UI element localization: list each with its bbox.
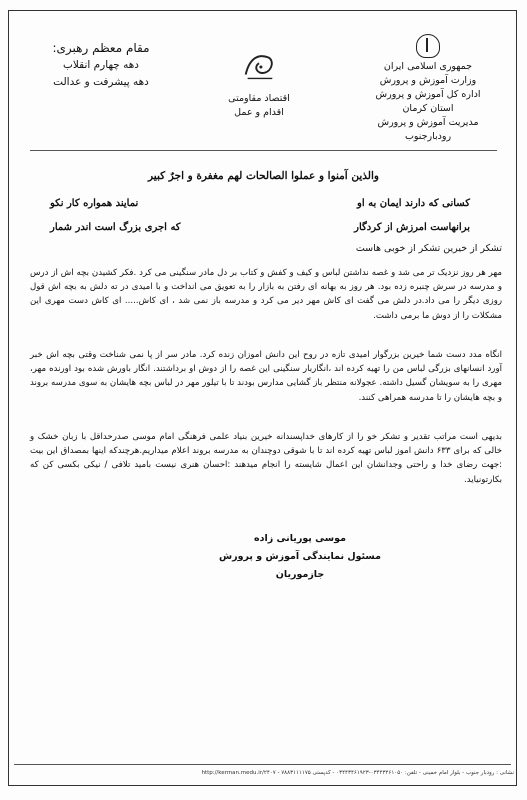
signatory-name: موسی پوریانی زاده [254,533,346,544]
header-left-line: دهه پیشرفت و عدالت [53,76,149,88]
thanks-heading: تشکر از خیرین تشکر از خوبی هاست [355,243,502,254]
header-divider [30,150,497,151]
header-ministry [343,34,513,144]
calligraphy-logo-icon [240,48,278,86]
paragraph: انگاه مدد دست شما خیرین بزرگوار امیدی تازه در روح این دانش اموزان زنده کرد. مادر سر از پا نمی شناخت وقتی بچه اش خبر آورد انسانهای بزرگی لباس من را تهیه کرده اند ،انگاربار سنگینی این غصه را از دوش او برداشتند. انگار باورش شده بود اورنده مهر، مهری را به سویشان گسیل داشته. عجولانه منتظر باز گشایی مدارس بودند تا با تیلور مهر در لباس بچه هایشان به سوی مدرسه بروند و بچه هایشان را تا مدرسه همراهی کنند. [30,350,502,403]
paragraph: بدیهی است مراتب تقدیر و تشکر خو را از کارهای خداپسندانه خیرین بنیاد علمی فرهنگی امام موسی صدرحداقل با زبان خشک و خالی که برای ۶۳۳ دانش اموز لباس تهیه کرده اند تا با شوقی دوچندان به مدرسه بروند اعلام میداریم.هرچندکه اینها بمصداق این بیت :جهت رضای خدا و راحتی وجدانشان این اعمال شایسته را انجام میدهند :احسان هنری نیست بامید تلافی / نیکی بکسی کن که بکارتونیاید. [30,432,503,485]
header-left-line: دهه چهارم انقلاب [63,59,139,71]
iran-emblem-icon [416,34,440,58]
header-right-line: وزارت آموزش و پرورش [379,75,477,86]
paragraph: مهر هر روز نزدیک تر می شد و غصه نداشتن لباس و کیف و کفش و کتاب بر دل مادر سنگینی می کرد .فکر کشیدن بچه اش از درس و مدرسه در سرش چنبره زده بود. هر روز به بهانه ای رفتن به بازار را به تعویق می انداخت و با امیدی در ته دلش به بچه اش قول روزی دیگر را می داد.در دلش می گفت ای کاش مهر دیر می کرد و مدرسه باز نمی شد ، ای کاش..... ای کاش دست مهری این مشکلات را از دوش ما برمی داشت. [30,268,502,321]
poem-row [50,198,470,209]
poem-hemistich: نمایند همواره کار نکو [50,198,139,209]
header-left-line: مقام معظم رهبری: [52,41,150,55]
footer-address: نشانی : رودبار جنوب - بلوار امام خمینی - تلفن: ۰۳۴۴۳۴۶۱۰۵۰-۰۳۴۴۳۴۶۱۹۲۳ - کدپستی ۷۸۸۳۱۱۱۱۷۵ - http://kerman.medu.ir/۲۴۰۷ [201,770,514,776]
verse-title [30,168,497,184]
header-center-line: اقتصاد مقاومتی [228,93,290,104]
header-right-line: اداره کل آموزش و پرورش [375,89,481,100]
header-right-line: مدیریت آموزش و پرورش [377,117,479,128]
header-right-line: جمهوری اسلامی ایران [383,61,473,72]
header-right-line: استان کرمان [402,103,454,114]
poem-hemistich: که اجری بزرگ است اندر شمار [50,222,181,233]
signatory-place: جازموریان [275,569,325,580]
header-center-line: اقدام و عمل [234,107,284,118]
signatory-title: مسئول نمایندگی آموزش و پرورش [219,551,381,562]
header-leader-quote [16,40,186,91]
footer-divider [14,764,511,765]
header-right-line: رودبارجنوب [404,131,452,142]
signature-block [200,530,400,584]
poem-row [50,222,470,233]
poem-hemistich: کسانی که دارند ایمان به او [357,198,470,209]
poem-hemistich: برانهاست امرزش از کردگار [354,222,470,233]
quran-verse: والذین آمنوا و عملوا الصالحات لهم مغفرة و اجرٌ کبیر [148,170,379,182]
header-center [204,48,314,120]
